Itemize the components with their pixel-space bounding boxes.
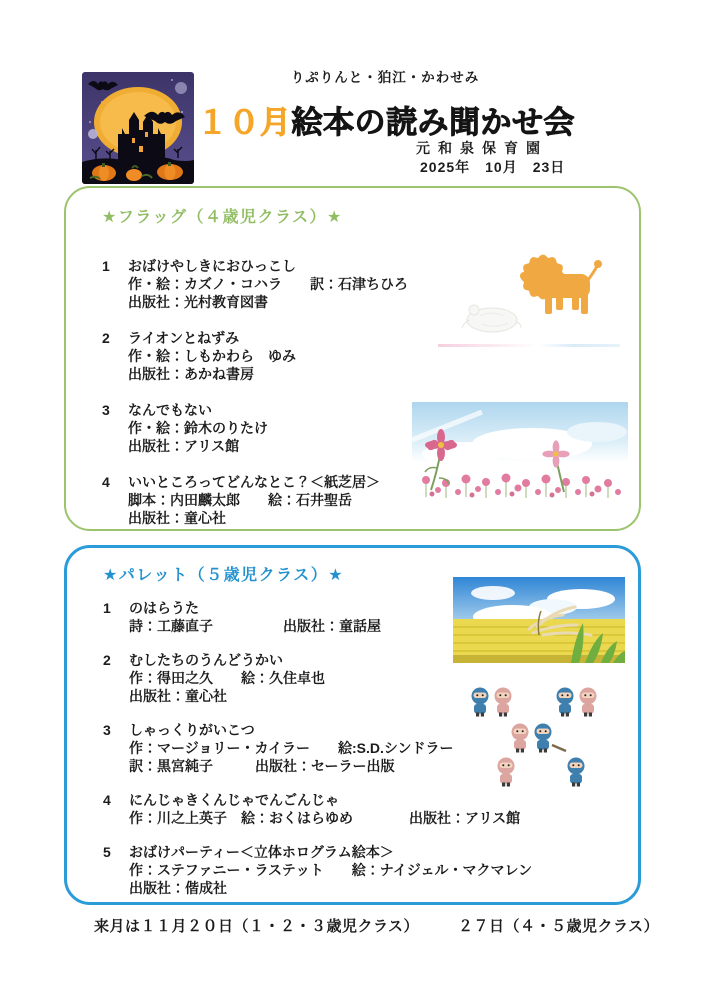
- book-title: にんじゃきくんじゃでんごんじゃ: [129, 792, 339, 808]
- book-number: 2: [102, 330, 110, 346]
- book-number: 1: [103, 600, 111, 616]
- book-number: 1: [102, 258, 110, 274]
- book-title: おばけパーティー＜立体ホログラム絵本＞: [129, 844, 394, 860]
- book-credit: 脚本：内田麟太郎 絵：石井聖岳: [128, 492, 352, 508]
- book-title: しゃっくりがいこつ: [129, 722, 255, 738]
- next-month-notice: 来月は１１月２０日（１・２・３歳児クラス） ２７日（４・５歳児クラス）: [94, 918, 660, 935]
- book-title: なんでもない: [128, 402, 212, 418]
- title-rest: 絵本の読み聞かせ会: [291, 104, 575, 140]
- book-number: 2: [103, 652, 111, 668]
- flag-section-heading: ★フラッグ（４歳児クラス）★: [102, 209, 343, 226]
- book-number: 3: [103, 722, 111, 738]
- book-title: ライオンとねずみ: [128, 330, 240, 346]
- book-number: 3: [102, 402, 110, 418]
- book-publisher: 出版社：アリス館: [128, 438, 240, 454]
- palette-section: [64, 545, 641, 905]
- book-credit: 作：マージョリー・カイラー 絵:S.D.シンドラー: [129, 740, 454, 756]
- book-credit: 詩：工藤直子 出版社：童話屋: [129, 618, 381, 634]
- flag-section: [64, 186, 641, 531]
- book-credit: 作・絵：しもかわら ゆみ: [128, 348, 296, 364]
- book-title-line: [103, 843, 612, 861]
- book-number: 5: [103, 844, 111, 860]
- book-publisher: 出版社：光村教育図書: [128, 294, 268, 310]
- rainbow-line: [438, 344, 620, 347]
- book-credit: 作・絵：鈴木のりたけ: [128, 420, 268, 436]
- book-publisher: 出版社：あかね書房: [128, 366, 254, 382]
- book-publisher: 出版社：童心社: [129, 688, 227, 704]
- book-credit: 作：川之上英子 絵：おくはらゆめ 出版社：アリス館: [129, 810, 521, 826]
- book-number: 4: [103, 792, 111, 808]
- event-title: [188, 104, 584, 142]
- book-credit: 訳：黒宮純子 出版社：セーラー出版: [129, 758, 395, 774]
- book-entry: [103, 843, 612, 897]
- ninja-characters-illustration: [456, 685, 631, 803]
- cosmos-flower-field-illustration: [412, 402, 628, 501]
- book-credit: 作：得田之久 絵：久住卓也: [129, 670, 325, 686]
- book-credit: 作・絵：カズノ・コハラ 訳：石津ちひろ: [128, 276, 408, 292]
- book-credit: 作：ステファニー・ラステット 絵：ナイジェル・マクマレン: [129, 862, 533, 878]
- halloween-haunted-house-icon: [82, 72, 194, 184]
- event-subtitle: りぷりんと・狛江・かわせみ: [290, 70, 480, 85]
- event-date: 2025年 10月 23日: [420, 159, 566, 175]
- book-title: のはらうた: [129, 600, 199, 616]
- book-number: 4: [102, 474, 110, 490]
- lion-icon: [512, 248, 604, 318]
- mouse-sketch-icon: [460, 296, 522, 336]
- autumn-rice-field-illustration: [453, 577, 625, 663]
- title-month: １０月: [197, 104, 292, 140]
- book-publisher: 出版社：偕成社: [129, 880, 227, 896]
- palette-section-heading: ★パレット（５歳児クラス）★: [103, 567, 345, 584]
- book-entry: [102, 329, 613, 383]
- book-publisher: 出版社：童心社: [128, 510, 226, 526]
- book-title: いいところってどんなとこ？＜紙芝居＞: [128, 474, 380, 490]
- book-title: おばけやしきにおひっこし: [128, 258, 296, 274]
- book-title: むしたちのうんどうかい: [129, 652, 283, 668]
- organization-name: 元和泉保育園: [416, 140, 548, 156]
